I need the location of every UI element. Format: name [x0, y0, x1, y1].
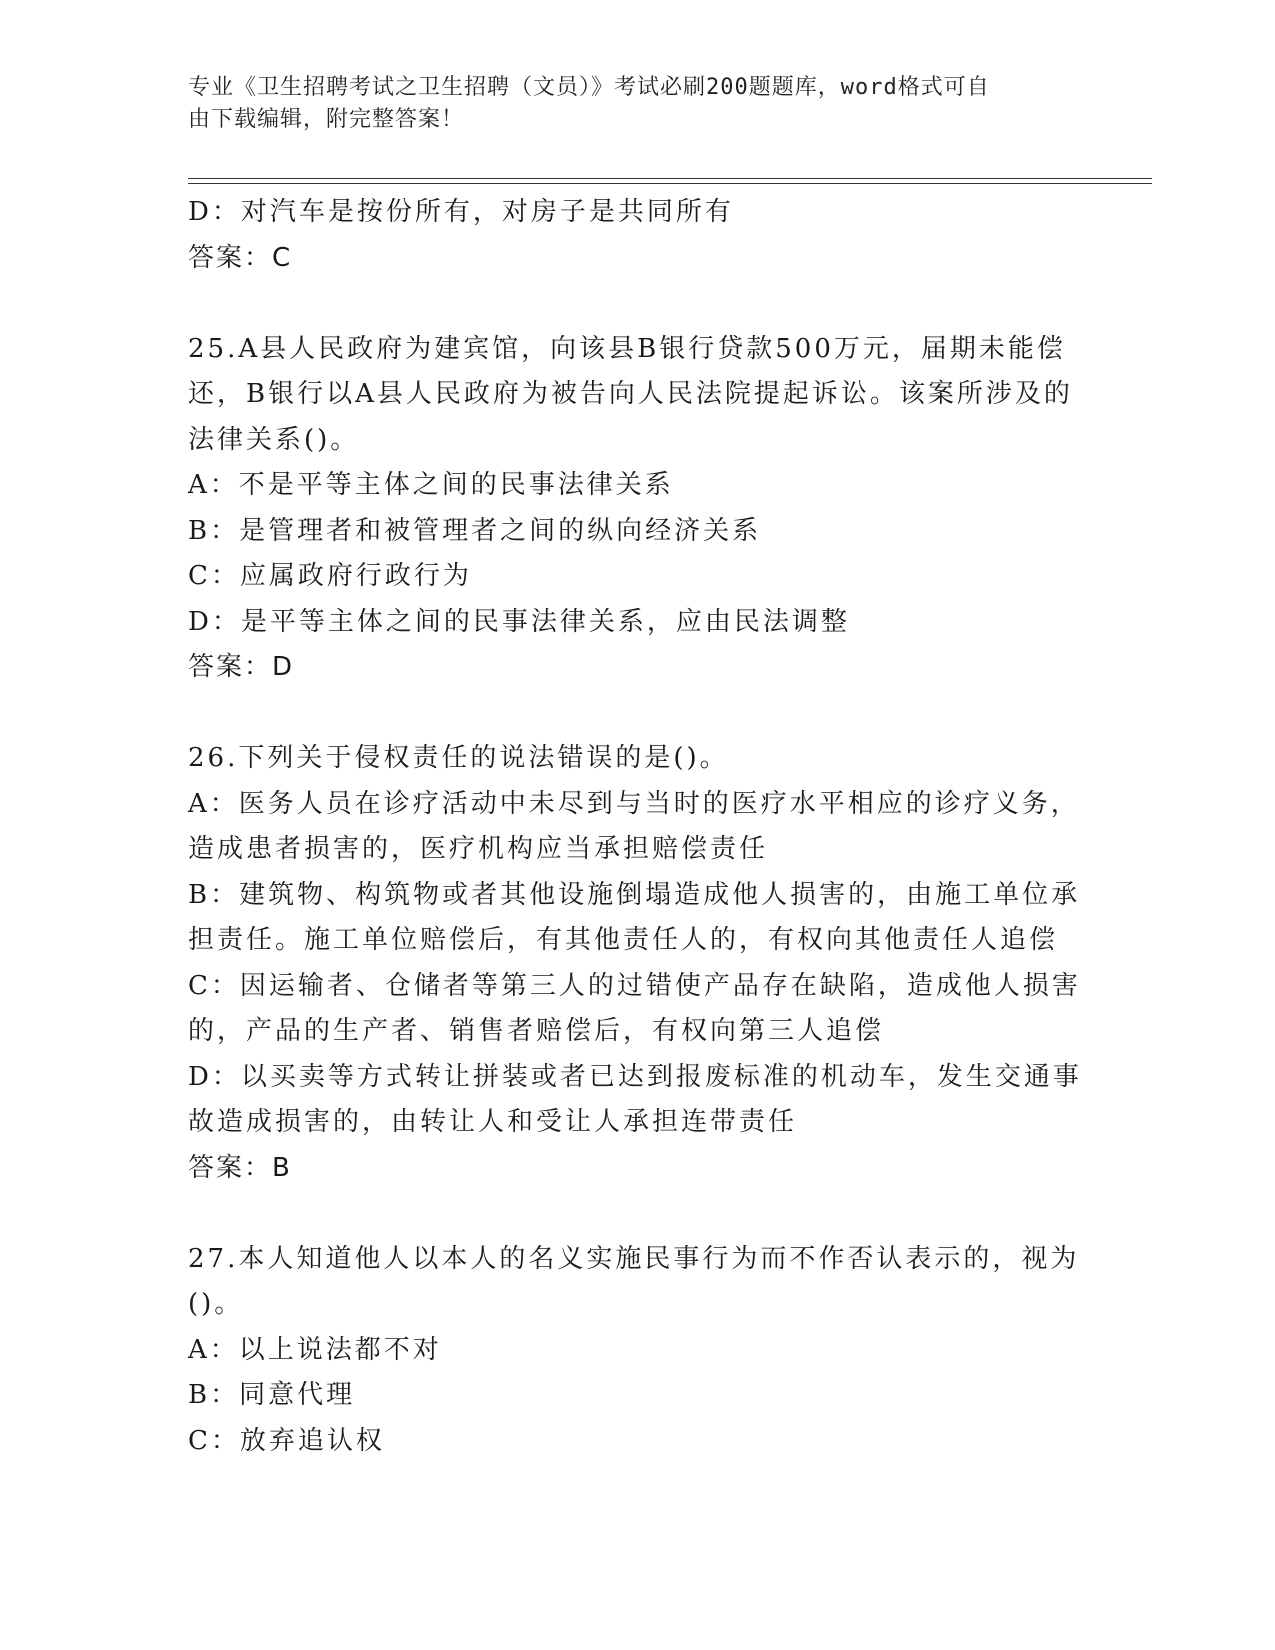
q27-option-a: A：以上说法都不对	[188, 1334, 442, 1365]
q27-stem-line-1: 27.本人知道他人以本人的名义实施民事行为而不作否认表示的，视为	[188, 1243, 1080, 1274]
spacer	[188, 1191, 1088, 1237]
header-line-2: 由下载编辑，附完整答案！	[188, 107, 465, 132]
q24-option-d: D：对汽车是按份所有，对房子是共同所有	[188, 197, 734, 227]
header-rule-top	[188, 178, 1152, 179]
q25-option-c: C：应属政府行政行为	[188, 561, 472, 591]
spacer	[188, 691, 1088, 737]
q26-option-d-line-2: 故造成损害的，由转让人和受让人承担连带责任	[188, 1107, 798, 1137]
question-24-tail	[188, 190, 1088, 281]
question-27	[188, 1237, 1088, 1465]
q26-option-b-line-2: 担责任。施工单位赔偿后，有其他责任人的，有权向其他责任人追偿	[188, 925, 1059, 955]
q27-option-b: B：同意代理	[188, 1380, 356, 1410]
q25-option-b: B：是管理者和被管理者之间的纵向经济关系	[188, 515, 762, 546]
q26-option-a-line-1: A：医务人员在诊疗活动中未尽到与当时的医疗水平相应的诊疗义务，	[188, 788, 1080, 819]
document-header	[188, 72, 1068, 136]
q25-stem-line-1: 25.A县人民政府为建宾馆，向该县B银行贷款500万元，届期未能偿	[188, 333, 1066, 364]
spacer	[188, 281, 1088, 327]
q26-option-a-line-2: 造成患者损害的，医疗机构应当承担赔偿责任	[188, 834, 769, 864]
header-line-1: 专业《卫生招聘考试之卫生招聘（文员）》考试必刷200题题库，word格式可自	[188, 75, 990, 100]
q25-option-d: D：是平等主体之间的民事法律关系，应由民法调整	[188, 606, 850, 637]
q26-option-c-line-1: C：因运输者、仓储者等第三人的过错使产品存在缺陷，造成他人损害	[188, 970, 1081, 1001]
q27-option-c: C：放弃追认权	[188, 1425, 385, 1456]
document-body	[188, 190, 1088, 1464]
q26-option-c-line-2: 的，产品的生产者、销售者赔偿后，有权向第三人追偿	[188, 1016, 885, 1046]
q24-answer: 答案：C	[188, 242, 293, 273]
q25-stem-line-3: 法律关系()。	[188, 424, 360, 455]
q26-option-b-line-1: B：建筑物、构筑物或者其他设施倒塌造成他人损害的，由施工单位承	[188, 879, 1081, 910]
q26-answer: 答案：B	[188, 1152, 292, 1183]
q27-stem-line-2: ()。	[188, 1289, 244, 1319]
question-25	[188, 327, 1088, 691]
header-rule-bottom	[188, 183, 1152, 184]
q25-answer: 答案：D	[188, 652, 295, 682]
q26-stem-line-1: 26.下列关于侵权责任的说法错误的是()。	[188, 743, 729, 773]
q25-stem-line-2: 还，B银行以A县人民政府为被告向人民法院提起诉讼。该案所涉及的	[188, 379, 1073, 409]
q26-option-d-line-1: D：以买卖等方式转让拼装或者已达到报废标准的机动车，发生交通事	[188, 1061, 1082, 1092]
q25-option-a: A：不是平等主体之间的民事法律关系	[188, 470, 674, 500]
question-26	[188, 736, 1088, 1191]
